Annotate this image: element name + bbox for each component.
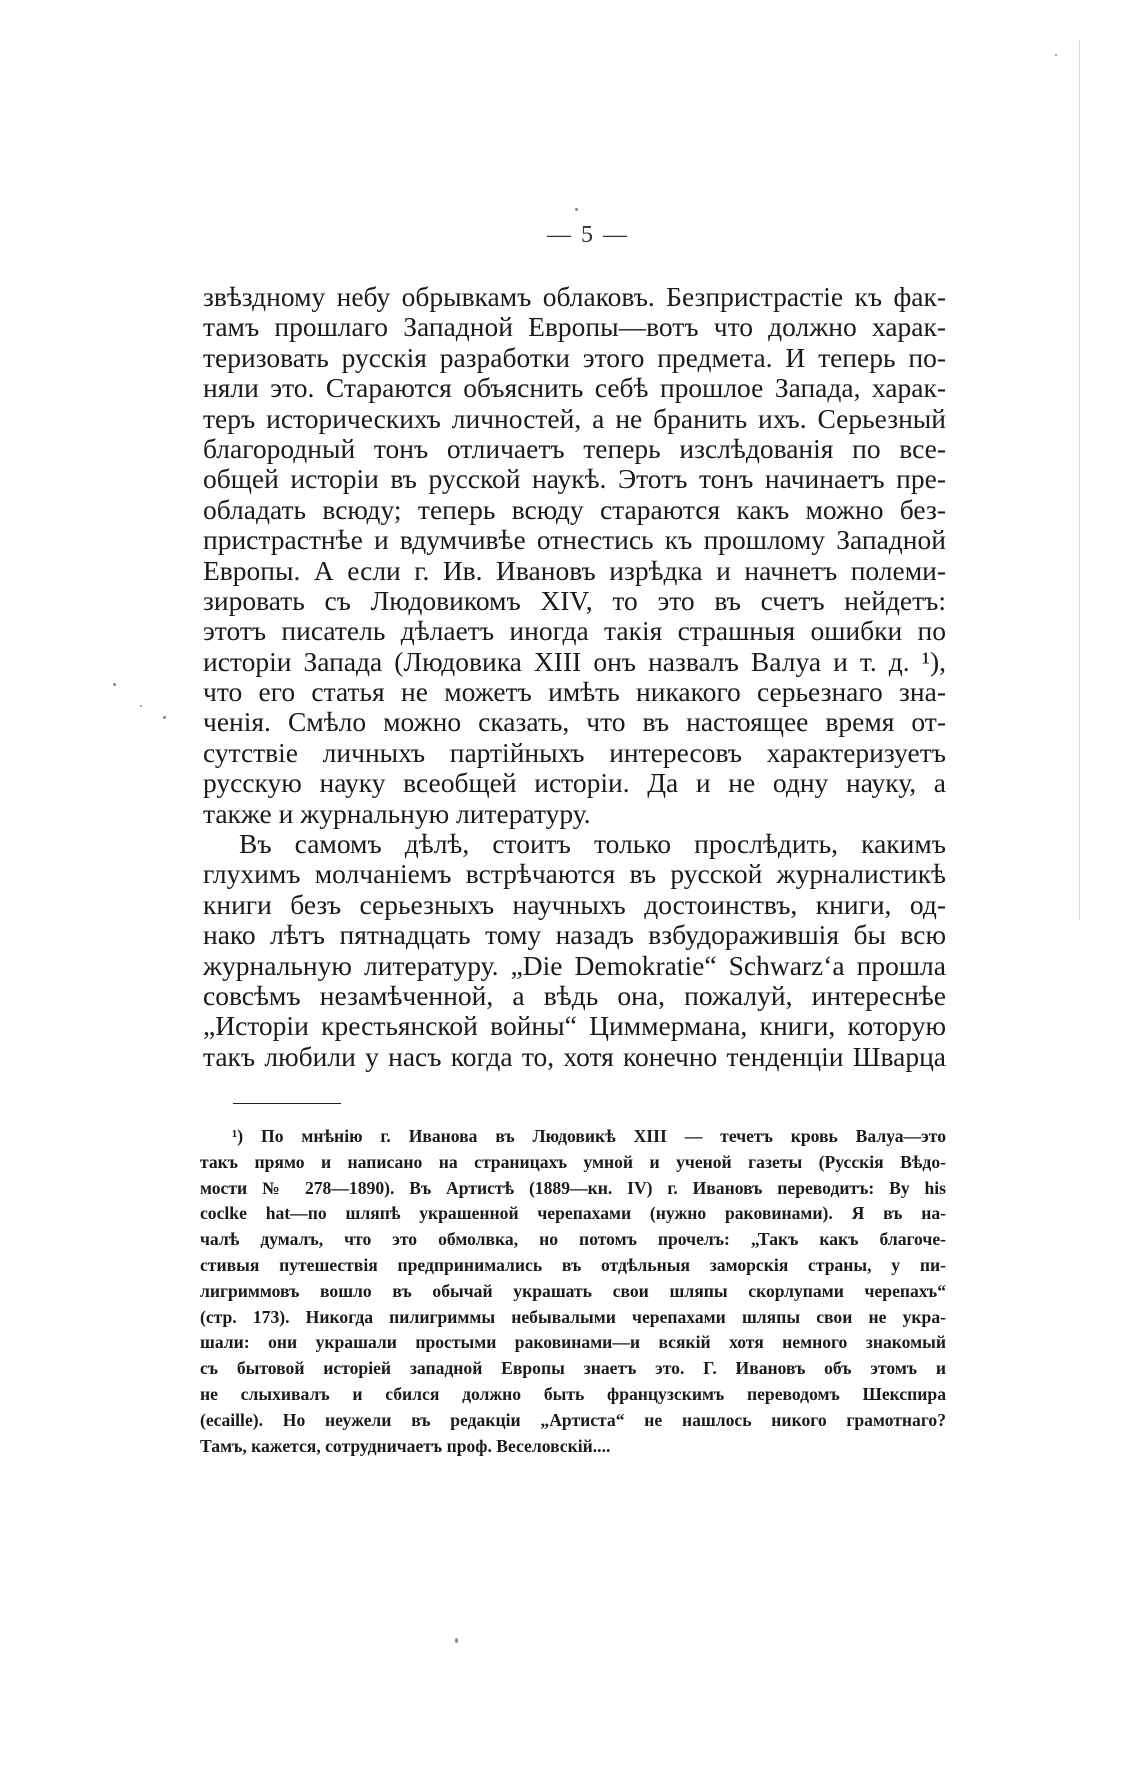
footnote-line: шали: они украшали простыми раковинами—и всякій хотя немного знакомый (200, 1332, 946, 1353)
footnote-line: (ecaille). Но неужели въ редакціи „Артиста“ не нашлось никого грамотнаго? (200, 1409, 946, 1430)
text-line: такъ любили у насъ когда то, хотя конечно тенденціи Шварца (203, 1040, 946, 1072)
text-line: что его статья не можетъ имѣть никакого серьезнаго зна- (203, 676, 946, 708)
text-line: зировать съ Людовикомъ XIV, то это въ счетъ нейдетъ: (203, 584, 946, 616)
footnote-line: не слыхивалъ и сбился должно быть французскимъ переводомъ Шекспира (200, 1383, 946, 1404)
text-line: звѣздному небу обрывкамъ облаковъ. Безпристрастіе къ фак- (203, 281, 946, 312)
footnote-line: съ бытовой исторіей западной Европы знаетъ это. Г. Ивановъ объ этомъ и (200, 1358, 946, 1379)
paragraph-start-line: Въ самомъ дѣлѣ, стоитъ только прослѣдить, какимъ (239, 828, 946, 860)
footnote-line: такъ прямо и написано на страницахъ умной и ученой газеты (Русскія Вѣдо- (200, 1151, 946, 1172)
paragraph-end-line: также и журнальную литературу. (203, 797, 591, 829)
page-number: — 5 — (547, 222, 629, 248)
text-line: этотъ писатель дѣлаетъ иногда такія страшныя ошибки по (203, 615, 946, 647)
text-line: общей исторіи въ русской наукѣ. Этотъ тонъ начинаетъ пре- (203, 463, 946, 495)
text-line: исторіи Запада (Людовика XIII онъ назвалъ Валуа и т. д. ¹), (203, 645, 946, 677)
text-line: теризовать русскія разработки этого предмета. И теперь по- (203, 341, 946, 373)
scan-speck (163, 716, 166, 719)
text-line: „Исторіи крестьянской войны“ Циммермана, книги, которую (203, 1010, 946, 1042)
text-line: сутствіе личныхъ партійныхъ интересовъ характеризуетъ (203, 736, 946, 768)
footnote-line: ¹) По мнѣнію г. Иванова въ Людовикѣ XIII — течетъ кровь Валуа—это (232, 1126, 946, 1146)
text-line: тамъ прошлаго Западной Европы—вотъ что должно харак- (203, 311, 946, 343)
scan-speck (140, 705, 142, 707)
scan-speck (113, 683, 116, 686)
text-line: глухимъ молчаніемъ встрѣчаются въ русской журналистикѣ (203, 858, 946, 890)
footnote-line: coclke hat—по шляпѣ украшенной черепахами (нужно раковинами). Я въ на- (200, 1203, 946, 1224)
text-line: обладать всюду; теперь всюду стараются какъ можно без- (203, 493, 946, 525)
footnote-line: (стр. 173). Никогда пилигриммы небывалыми черепахами шляпы свои не укра- (200, 1306, 946, 1327)
scan-speck (575, 208, 578, 211)
body-text (203, 282, 946, 1072)
text-line: совсѣмъ незамѣченной, а вѣдь она, пожалуй, интереснѣе (203, 979, 946, 1011)
text-line: книги безъ серьезныхъ научныхъ достоинствъ, книги, од- (203, 888, 946, 920)
footnote-line: Тамъ, кажется, сотрудничаетъ проф. Веселовскій.... (200, 1435, 611, 1456)
text-line: Европы. А если г. Ив. Ивановъ изрѣдка и начнетъ полеми- (203, 554, 946, 586)
text-line: журнальную литературу. „Die Demokratie“ Schwarz‘a прошла (203, 949, 946, 981)
text-line: русскую науку всеобщей исторіи. Да и не одну науку, а (203, 767, 946, 799)
text-line: пристрастнѣе и вдумчивѣе отнестись къ прошлому Западной (203, 524, 946, 556)
footnote-separator (233, 1103, 341, 1104)
scan-speck (1055, 54, 1057, 56)
scan-speck (455, 1638, 458, 1643)
footnote (200, 1124, 946, 1459)
text-line: теръ историческихъ личностей, а не бранить ихъ. Серьезный (203, 402, 946, 434)
text-line: ченія. Смѣло можно сказать, что въ настоящее время от- (203, 706, 946, 738)
text-line: благородный тонъ отличаетъ теперь изслѣдованія по все- (203, 432, 946, 464)
footnote-line: стивыя путешествія предпринимались въ отдѣльныя заморскія страны, у пи- (200, 1254, 946, 1275)
page-edge-rule (1079, 40, 1080, 920)
footnote-line: чалѣ думалъ, что это обмолвка, но потомъ прочелъ: „Такъ какъ благоче- (200, 1229, 946, 1250)
footnote-line: мости № 278—1890). Въ Артистѣ (1889—кн. IV) г. Ивановъ переводитъ: By his (200, 1177, 946, 1198)
text-line: няли это. Стараются объяснить себѣ прошлое Запада, харак- (203, 372, 946, 404)
footnote-line: лигриммовъ вошло въ обычай украшать свои шляпы скорлупами черепахъ“ (200, 1280, 946, 1301)
text-line: нако лѣтъ пятнадцать тому назадъ взбудоражившія бы всю (203, 919, 946, 951)
